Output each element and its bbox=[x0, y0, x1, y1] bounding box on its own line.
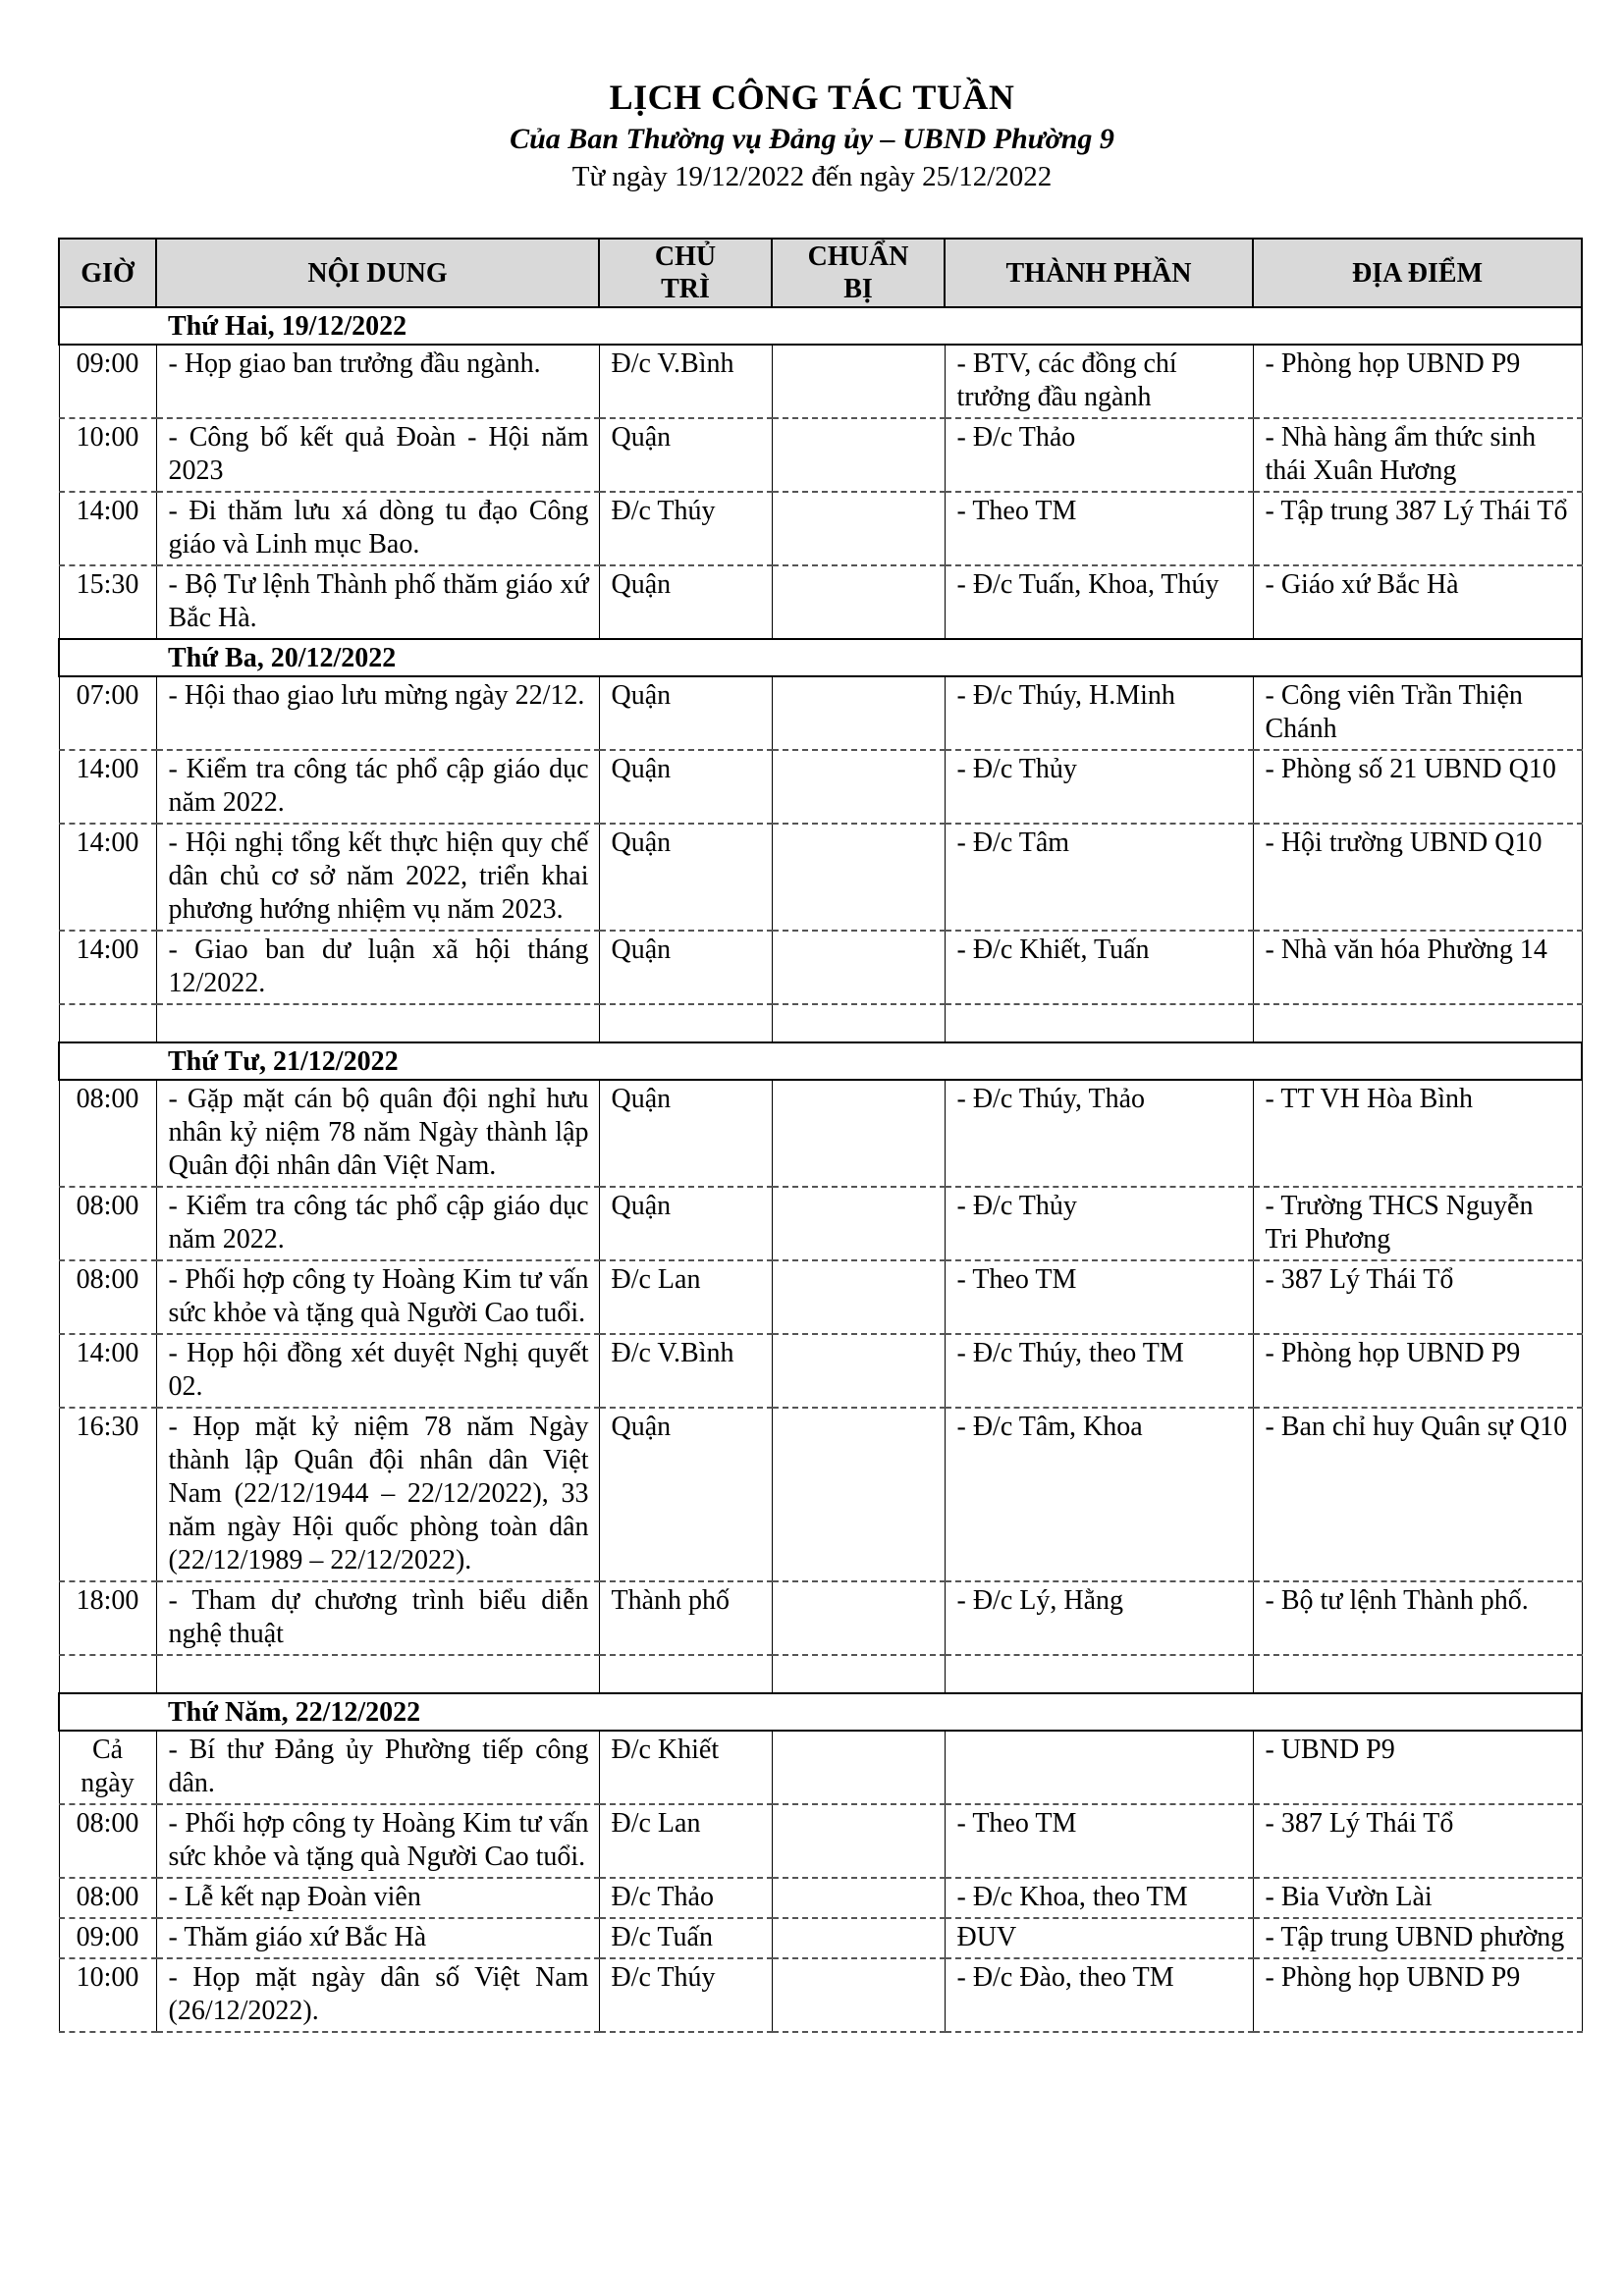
cell-time: 14:00 bbox=[59, 1334, 156, 1408]
cell-chair: Đ/c Lan bbox=[599, 1804, 772, 1878]
cell-time: 14:00 bbox=[59, 824, 156, 931]
cell-location: - Công viên Trần Thiện Chánh bbox=[1253, 676, 1582, 750]
cell-time: 08:00 bbox=[59, 1260, 156, 1334]
blank-cell bbox=[59, 1004, 156, 1042]
cell-chair: Quận bbox=[599, 1408, 772, 1581]
cell-time: 08:00 bbox=[59, 1878, 156, 1918]
document-subtitle: Của Ban Thường vụ Đảng ủy – UBND Phường 9 bbox=[510, 123, 1114, 155]
cell-content: - Họp mặt kỷ niệm 78 năm Ngày thành lập Quân đội nhân dân Việt Nam (22/12/1944 – 22/12/2022), 33 năm ngày Hội quốc phòng toàn dân (22/12/1989 – 22/12/2022). bbox=[156, 1408, 599, 1581]
day-label: Thứ Năm, 22/12/2022 bbox=[59, 1693, 1582, 1731]
cell-content: - Công bố kết quả Đoàn - Hội năm 2023 bbox=[156, 418, 599, 492]
cell-participants: - Đ/c Tâm bbox=[945, 824, 1253, 931]
cell-chair: Quận bbox=[599, 1080, 772, 1187]
cell-participants: - Theo TM bbox=[945, 1260, 1253, 1334]
event-row bbox=[59, 345, 1582, 418]
cell-prep bbox=[772, 750, 945, 824]
event-row bbox=[59, 1408, 1582, 1581]
cell-prep bbox=[772, 1731, 945, 1804]
cell-participants: - Đ/c Đào, theo TM bbox=[945, 1958, 1253, 2032]
event-row bbox=[59, 1918, 1582, 1958]
day-label: Thứ Tư, 21/12/2022 bbox=[59, 1042, 1582, 1080]
cell-content: - Kiểm tra công tác phổ cập giáo dục năm 2022. bbox=[156, 750, 599, 824]
blank-cell bbox=[772, 1655, 945, 1693]
cell-chair: Đ/c Thúy bbox=[599, 492, 772, 565]
cell-participants bbox=[945, 1731, 1253, 1804]
event-row bbox=[59, 1878, 1582, 1918]
cell-prep bbox=[772, 1260, 945, 1334]
cell-time: 14:00 bbox=[59, 492, 156, 565]
blank-cell bbox=[59, 1655, 156, 1693]
cell-content: - Bí thư Đảng ủy Phường tiếp công dân. bbox=[156, 1731, 599, 1804]
cell-participants: - Đ/c Tuấn, Khoa, Thúy bbox=[945, 565, 1253, 639]
blank-row bbox=[59, 1004, 1582, 1042]
blank-cell bbox=[156, 1004, 599, 1042]
cell-participants: - Đ/c Khiết, Tuấn bbox=[945, 931, 1253, 1004]
cell-location: - UBND P9 bbox=[1253, 1731, 1582, 1804]
cell-time: 14:00 bbox=[59, 750, 156, 824]
cell-participants: - Đ/c Thủy bbox=[945, 750, 1253, 824]
event-row bbox=[59, 824, 1582, 931]
cell-chair: Đ/c Lan bbox=[599, 1260, 772, 1334]
cell-participants: - Theo TM bbox=[945, 492, 1253, 565]
cell-content: - Gặp mặt cán bộ quân đội nghỉ hưu nhân kỷ niệm 78 năm Ngày thành lập Quân đội nhân dân Việt Nam. bbox=[156, 1080, 599, 1187]
cell-location: - Giáo xứ Bắc Hà bbox=[1253, 565, 1582, 639]
cell-prep bbox=[772, 418, 945, 492]
cell-content: - Họp mặt ngày dân số Việt Nam (26/12/2022). bbox=[156, 1958, 599, 2032]
event-row bbox=[59, 565, 1582, 639]
cell-content: - Đi thăm lưu xá dòng tu đạo Công giáo và Linh mục Bao. bbox=[156, 492, 599, 565]
cell-chair: Đ/c Khiết bbox=[599, 1731, 772, 1804]
cell-prep bbox=[772, 345, 945, 418]
cell-time: 09:00 bbox=[59, 1918, 156, 1958]
cell-prep bbox=[772, 1878, 945, 1918]
col-time-header: GIỜ bbox=[59, 239, 156, 307]
cell-content: - Giao ban dư luận xã hội tháng 12/2022. bbox=[156, 931, 599, 1004]
blank-cell bbox=[1253, 1655, 1582, 1693]
cell-content: - Họp hội đồng xét duyệt Nghị quyết 02. bbox=[156, 1334, 599, 1408]
cell-time: 10:00 bbox=[59, 418, 156, 492]
col-prep-line1: CHUẨN bbox=[807, 241, 909, 272]
cell-location: - Phòng họp UBND P9 bbox=[1253, 1334, 1582, 1408]
cell-time: 15:30 bbox=[59, 565, 156, 639]
event-row bbox=[59, 1804, 1582, 1878]
cell-content: - Phối hợp công ty Hoàng Kim tư vấn sức khỏe và tặng quà Người Cao tuổi. bbox=[156, 1260, 599, 1334]
cell-content: - Họp giao ban trưởng đầu ngành. bbox=[156, 345, 599, 418]
cell-time: 16:30 bbox=[59, 1408, 156, 1581]
cell-chair: Quận bbox=[599, 1187, 772, 1260]
cell-prep bbox=[772, 1918, 945, 1958]
cell-prep bbox=[772, 565, 945, 639]
event-row bbox=[59, 750, 1582, 824]
cell-participants: - BTV, các đồng chí trưởng đầu ngành bbox=[945, 345, 1253, 418]
blank-cell bbox=[599, 1655, 772, 1693]
cell-content: - Hội nghị tổng kết thực hiện quy chế dân chủ cơ sở năm 2022, triển khai phương hướng nhiệm vụ năm 2023. bbox=[156, 824, 599, 931]
event-row bbox=[59, 1080, 1582, 1187]
cell-location: - 387 Lý Thái Tổ bbox=[1253, 1260, 1582, 1334]
cell-location: - Ban chỉ huy Quân sự Q10 bbox=[1253, 1408, 1582, 1581]
cell-location: - Trường THCS Nguyễn Tri Phương bbox=[1253, 1187, 1582, 1260]
col-prep-header bbox=[772, 239, 945, 307]
cell-participants: - Đ/c Thúy, Thảo bbox=[945, 1080, 1253, 1187]
cell-time: 08:00 bbox=[59, 1804, 156, 1878]
cell-chair: Đ/c Thúy bbox=[599, 1958, 772, 2032]
cell-time: 09:00 bbox=[59, 345, 156, 418]
cell-chair: Đ/c Thảo bbox=[599, 1878, 772, 1918]
cell-participants: - Đ/c Thủy bbox=[945, 1187, 1253, 1260]
cell-prep bbox=[772, 931, 945, 1004]
schedule-table bbox=[58, 238, 1583, 2033]
cell-time: 14:00 bbox=[59, 931, 156, 1004]
cell-time: Cả ngày bbox=[59, 1731, 156, 1804]
cell-prep bbox=[772, 1804, 945, 1878]
col-location-header: ĐỊA ĐIỂM bbox=[1253, 239, 1582, 307]
cell-chair: Quận bbox=[599, 824, 772, 931]
col-prep-line2: BỊ bbox=[843, 274, 873, 304]
cell-location: - Phòng họp UBND P9 bbox=[1253, 1958, 1582, 2032]
cell-content: - Bộ Tư lệnh Thành phố thăm giáo xứ Bắc Hà. bbox=[156, 565, 599, 639]
date-range: Từ ngày 19/12/2022 đến ngày 25/12/2022 bbox=[571, 161, 1053, 192]
document-title: LỊCH CÔNG TÁC TUẦN bbox=[609, 78, 1015, 117]
event-row bbox=[59, 1581, 1582, 1655]
cell-time: 18:00 bbox=[59, 1581, 156, 1655]
cell-content: - Phối hợp công ty Hoàng Kim tư vấn sức khỏe và tặng quà Người Cao tuổi. bbox=[156, 1804, 599, 1878]
cell-prep bbox=[772, 676, 945, 750]
cell-content: - Thăm giáo xứ Bắc Hà bbox=[156, 1918, 599, 1958]
cell-time: 07:00 bbox=[59, 676, 156, 750]
cell-chair: Quận bbox=[599, 565, 772, 639]
cell-participants: - Đ/c Lý, Hằng bbox=[945, 1581, 1253, 1655]
cell-prep bbox=[772, 1334, 945, 1408]
event-row bbox=[59, 931, 1582, 1004]
blank-cell bbox=[1253, 1004, 1582, 1042]
event-row bbox=[59, 492, 1582, 565]
cell-prep bbox=[772, 1080, 945, 1187]
cell-location: - Bia Vườn Lài bbox=[1253, 1878, 1582, 1918]
cell-prep bbox=[772, 824, 945, 931]
day-header-row bbox=[59, 639, 1582, 676]
cell-participants: - Đ/c Thúy, H.Minh bbox=[945, 676, 1253, 750]
cell-chair: Quận bbox=[599, 418, 772, 492]
event-row bbox=[59, 1187, 1582, 1260]
day-header-row bbox=[59, 1042, 1582, 1080]
cell-chair: Đ/c V.Bình bbox=[599, 345, 772, 418]
cell-participants: - Đ/c Tâm, Khoa bbox=[945, 1408, 1253, 1581]
header-row bbox=[59, 239, 1582, 307]
cell-location: - Tập trung UBND phường bbox=[1253, 1918, 1582, 1958]
cell-location: - Phòng họp UBND P9 bbox=[1253, 345, 1582, 418]
cell-location: - 387 Lý Thái Tổ bbox=[1253, 1804, 1582, 1878]
col-participants-header: THÀNH PHẦN bbox=[945, 239, 1253, 307]
blank-cell bbox=[599, 1004, 772, 1042]
blank-cell bbox=[772, 1004, 945, 1042]
schedule-body bbox=[59, 307, 1582, 2032]
cell-prep bbox=[772, 492, 945, 565]
cell-chair: Quận bbox=[599, 750, 772, 824]
cell-participants: - Đ/c Khoa, theo TM bbox=[945, 1878, 1253, 1918]
day-header-row bbox=[59, 307, 1582, 345]
cell-prep bbox=[772, 1408, 945, 1581]
cell-location: - Nhà hàng ẩm thức sinh thái Xuân Hương bbox=[1253, 418, 1582, 492]
day-label: Thứ Hai, 19/12/2022 bbox=[59, 307, 1582, 345]
event-row bbox=[59, 1731, 1582, 1804]
day-header-row bbox=[59, 1693, 1582, 1731]
col-chair-header bbox=[599, 239, 772, 307]
cell-location: - Hội trường UBND Q10 bbox=[1253, 824, 1582, 931]
cell-location: - Tập trung 387 Lý Thái Tổ bbox=[1253, 492, 1582, 565]
cell-prep bbox=[772, 1581, 945, 1655]
cell-content: - Tham dự chương trình biểu diễn nghệ thuật bbox=[156, 1581, 599, 1655]
cell-location: - Nhà văn hóa Phường 14 bbox=[1253, 931, 1582, 1004]
cell-location: - Phòng số 21 UBND Q10 bbox=[1253, 750, 1582, 824]
blank-cell bbox=[945, 1655, 1253, 1693]
blank-cell bbox=[156, 1655, 599, 1693]
cell-participants: - Theo TM bbox=[945, 1804, 1253, 1878]
blank-cell bbox=[945, 1004, 1253, 1042]
cell-participants: - Đ/c Thúy, theo TM bbox=[945, 1334, 1253, 1408]
cell-time: 08:00 bbox=[59, 1187, 156, 1260]
cell-chair: Đ/c Tuấn bbox=[599, 1918, 772, 1958]
col-content-header: NỘI DUNG bbox=[156, 239, 599, 307]
cell-time: 10:00 bbox=[59, 1958, 156, 2032]
cell-prep bbox=[772, 1187, 945, 1260]
cell-content: - Lễ kết nạp Đoàn viên bbox=[156, 1878, 599, 1918]
cell-participants: - Đ/c Thảo bbox=[945, 418, 1253, 492]
event-row bbox=[59, 1334, 1582, 1408]
cell-content: - Kiểm tra công tác phổ cập giáo dục năm 2022. bbox=[156, 1187, 599, 1260]
cell-chair: Quận bbox=[599, 931, 772, 1004]
event-row bbox=[59, 1260, 1582, 1334]
blank-row bbox=[59, 1655, 1582, 1693]
col-chair-line1: CHỦ bbox=[654, 241, 717, 272]
cell-chair: Đ/c V.Bình bbox=[599, 1334, 772, 1408]
cell-participants: ĐUV bbox=[945, 1918, 1253, 1958]
event-row bbox=[59, 676, 1582, 750]
event-row bbox=[59, 1958, 1582, 2032]
cell-content: - Hội thao giao lưu mừng ngày 22/12. bbox=[156, 676, 599, 750]
cell-chair: Quận bbox=[599, 676, 772, 750]
event-row bbox=[59, 418, 1582, 492]
col-chair-line2: TRÌ bbox=[661, 274, 710, 304]
cell-prep bbox=[772, 1958, 945, 2032]
cell-location: - TT VH Hòa Bình bbox=[1253, 1080, 1582, 1187]
cell-location: - Bộ tư lệnh Thành phố. bbox=[1253, 1581, 1582, 1655]
cell-chair: Thành phố bbox=[599, 1581, 772, 1655]
day-label: Thứ Ba, 20/12/2022 bbox=[59, 639, 1582, 676]
cell-time: 08:00 bbox=[59, 1080, 156, 1187]
